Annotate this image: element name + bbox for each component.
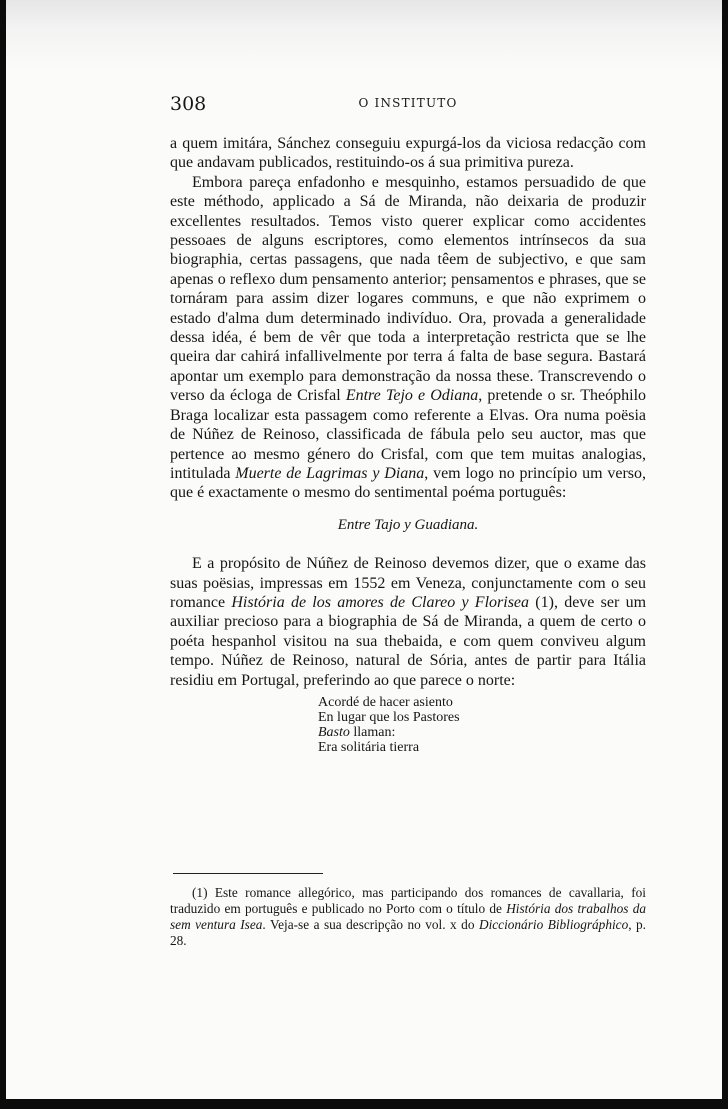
verse-block	[318, 695, 646, 755]
paragraph-2-text-c: , vem logo no princípio um verso, que é exactamente o mesmo do sentimental poéma português:	[170, 464, 646, 502]
paragraph-2-text-a: Embora pareça enfadonho e mesquinho, estamos persuadido de que este méthodo, applicado a Sá de Miranda, não deixaria de produzir excellentes resultados. Temos visto querer explicar como accidentes pessoaes de alguns escriptores, como elementos intrínsecos da sua biographia, certas passagens, que nada têem de subjectivo, e que sam apenas o reflexo dum pensamento anterior; pensamentos e phrases, que se tornáram para assim dizer logares communs, e que não exprimem o estado d'alma dum determinado indivíduo. Ora, provada a generalidade dessa idéa, é bem de vêr que toda a interpretação restricta que se lhe queira dar cahirá infallivelmente por terra á falta de base segura. Bastará apontar um exemplo para demonstração da nossa these. Transcrevendo o verso da écloga de Crisfal	[170, 173, 646, 405]
paragraph-3	[170, 554, 646, 690]
running-title: O INSTITUTO	[358, 96, 458, 110]
footnote-title-2: Diccionário Bibliográphico	[478, 917, 629, 932]
footnote-paragraph	[170, 885, 646, 949]
work-title-historia: História de los amores de Clareo y Florisea	[231, 593, 530, 611]
footnote-text-a: (1) Este romance allegórico, mas participando dos romances de cavallaria, foi traduzido em português e publicado no Porto com o título de	[170, 885, 646, 916]
footnote	[170, 885, 646, 949]
paragraph-1: a quem imitára, Sánchez conseguiu expurgá-los da viciosa redacção com que andavam publicados, restituindo-os á sua primitiva pureza.	[170, 135, 646, 172]
verse-line-2: En lugar que los Pastores	[318, 709, 460, 725]
footnote-rule	[173, 873, 323, 874]
paragraph-2-text-b: , pretende o sr. Theóphilo Braga localizar esta passagem como referente a Elvas. Ora numa poësia de Núñez de Reinoso, classificada de fábula pelo seu auctor, mas que pertence ao mesmo género do Crisfal, com que tem muitas analogias, intitulada	[170, 387, 647, 482]
verse-line-4: Era solitária tierra	[318, 739, 420, 755]
verse-line-3-italic: Basto	[318, 724, 350, 740]
paragraph-2	[170, 173, 646, 503]
quoted-verse: Entre Tajo y Guadiana.	[337, 516, 479, 533]
work-title-muerte: Muerte de Lagrimas y Diana	[235, 464, 425, 482]
verse-line-3	[318, 725, 646, 740]
scan-edge	[6, 0, 722, 70]
paragraph-3-text-b: (1), deve ser um auxiliar precioso para a biographia de Sá de Miranda, a quem de certo o poéta hespanhol visitou na sua thebaida, e com quem conviveu algum tempo. Núñez de Reinoso, natural de Sória, antes de partir para Itália residiu em Portugal, preferindo ao que parece o norte:	[170, 593, 647, 689]
footnote-text-b: . Veja-se a sua descripção no vol. x do	[262, 917, 475, 932]
footnote-title-1: História dos trabalhos da sem ventura Isea	[170, 901, 646, 932]
paragraph-3-text-a: E a propósito de Núñez de Reinoso devemos dizer, que o exame das suas poësias, impressas em 1552 em Veneza, conjunctamente com o seu romance	[170, 555, 646, 611]
footnote-text-c: , p. 28.	[170, 917, 646, 948]
work-title-entre-tejo: Entre Tejo e Odiana	[345, 387, 479, 405]
verse-line-3-rest: llaman:	[349, 724, 396, 740]
page-number: 308	[170, 93, 207, 115]
verse-line-1: Acordé de hacer asiento	[318, 694, 453, 710]
page-header	[170, 93, 646, 117]
main-text	[170, 134, 646, 755]
